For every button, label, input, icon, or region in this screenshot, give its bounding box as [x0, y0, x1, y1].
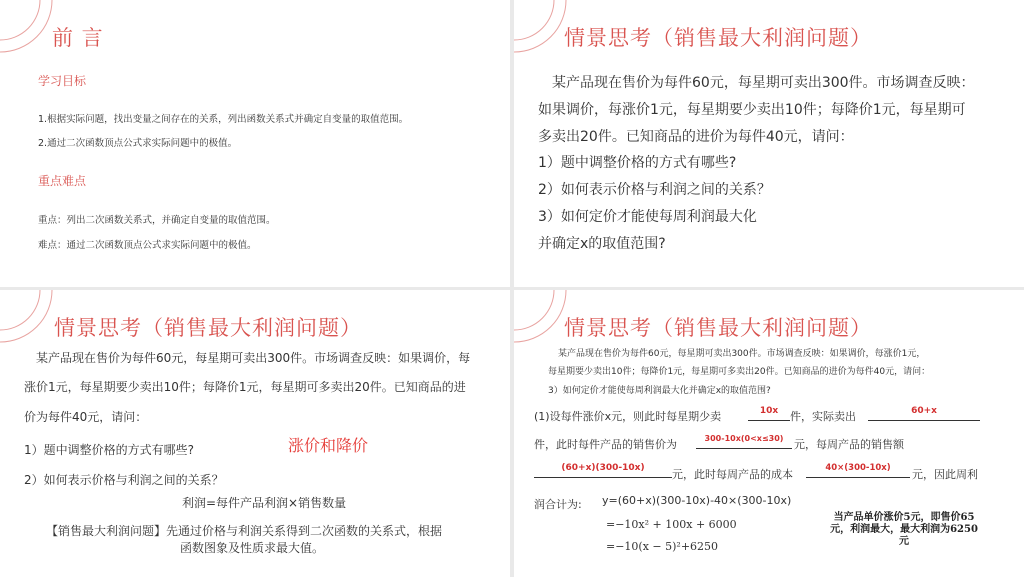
intro-line: 某产品现在售价为每件60元，每星期可卖出300件。市场调查反映：如果调价，每涨价1元，: [558, 349, 926, 359]
goal-item: 1.根据实际问题，找出变量之间存在的关系，列出函数关系式并确定自变量的取值范围。: [38, 114, 409, 125]
question-line: 2）如何表示价格与利润之间的关系？: [24, 473, 224, 487]
slide-scenario-1[interactable]: [514, 0, 1024, 287]
question-line: 并确定x的取值范围?: [538, 236, 666, 252]
problem-line: 某产品现在售价为每件60元，每星期可卖出300件。市场调查反映：如果调价，每: [36, 351, 471, 365]
problem-line: 价为每件40元，请问：: [24, 410, 148, 424]
question-line: 1）题中调整价格的方式有哪些?: [24, 443, 195, 457]
problem-line: 涨价1元，每星期要少卖出10件；每降价1元，每星期可多卖出20件。已知商品的进: [24, 380, 466, 394]
blank-2-answer: 60+x: [911, 406, 937, 416]
blank-1-answer: 10x: [759, 406, 779, 416]
solution-text: 元，每周产品的销售额: [794, 438, 904, 451]
intro-line: 3）如何定价才能使每周利润最大化并确定x的取值范围?: [548, 386, 771, 396]
question-line: 2）如何表示价格与利润之间的关系？: [538, 182, 771, 198]
slide-title: 前 言: [52, 26, 104, 50]
question-line: 1）题中调整价格的方式有哪些?: [538, 155, 737, 171]
slide-title: 情景思考（销售最大利润问题）: [564, 26, 872, 50]
blank-4-answer: (60+x)(300-10x): [561, 463, 645, 473]
solution-text: 润合计为:: [534, 498, 582, 511]
slide-scenario-2[interactable]: [0, 290, 510, 577]
blank-3-answer: 300-10x(0<x≤30): [704, 434, 784, 443]
key-point-item: 重点：列出二次函数关系式，并确定自变量的取值范围。: [38, 215, 276, 226]
summary-line: 【销售最大利润问题】先通过价格与利润关系得到二次函数的关系式，根据: [46, 524, 443, 538]
blank-5-answer: 40×(300-10x): [825, 463, 891, 473]
goal-item: 2.通过二次函数顶点公式求实际问题中的极值。: [38, 138, 238, 149]
summary-line: 函数图象及性质求最大值。: [180, 541, 325, 555]
slide-solution[interactable]: [514, 290, 1024, 577]
corner-arc-decoration: [0, 0, 60, 60]
equation-line: =−10(x − 5)²+6250: [606, 540, 719, 553]
formula-text: 利润=每件产品利润×销售数量: [182, 496, 347, 510]
corner-arc-decoration: [0, 290, 60, 350]
problem-line: 某产品现在售价为每件60元，每星期可卖出300件。市场调查反映：: [552, 75, 975, 91]
equation-line: y=(60+x)(300-10x)-40×(300-10x): [602, 494, 792, 507]
conclusion-note: 当产品单价涨价5元，即售价65元，利润最大，最大利润为6250元: [830, 512, 978, 547]
section-heading-key-points: 重点难点: [38, 174, 87, 188]
solution-text: 元，此时每周产品的成本: [672, 468, 793, 481]
solution-text: 件，实际卖出: [790, 410, 856, 423]
answer-text: 涨价和降价: [288, 436, 369, 455]
solution-text: (1)设每件涨价x元，则此时每星期少卖: [534, 410, 722, 423]
section-heading-goals: 学习目标: [38, 74, 87, 88]
equation-line: =−10x² + 100x + 6000: [606, 518, 737, 531]
slide-title: 情景思考（销售最大利润问题）: [54, 316, 362, 340]
problem-line: 如果调价，每涨价1元，每星期要少卖出10件；每降价1元，每星期可: [538, 102, 966, 118]
slide-title: 情景思考（销售最大利润问题）: [564, 316, 872, 340]
problem-line: 多卖出20件。已知商品的进价为每件40元，请问：: [538, 129, 854, 145]
solution-text: 件，此时每件产品的销售价为: [534, 438, 677, 451]
key-point-item: 难点：通过二次函数顶点公式求实际问题中的极值。: [38, 240, 257, 251]
solution-text: 元，因此周利: [912, 468, 978, 481]
slide-preface[interactable]: [0, 0, 510, 287]
intro-line: 每星期要少卖出10件；每降价1元，每星期可多卖出20件。已知商品的进价为每件40元，请问：: [548, 367, 931, 377]
question-line: 3）如何定价才能使每周利润最大化: [538, 209, 757, 225]
